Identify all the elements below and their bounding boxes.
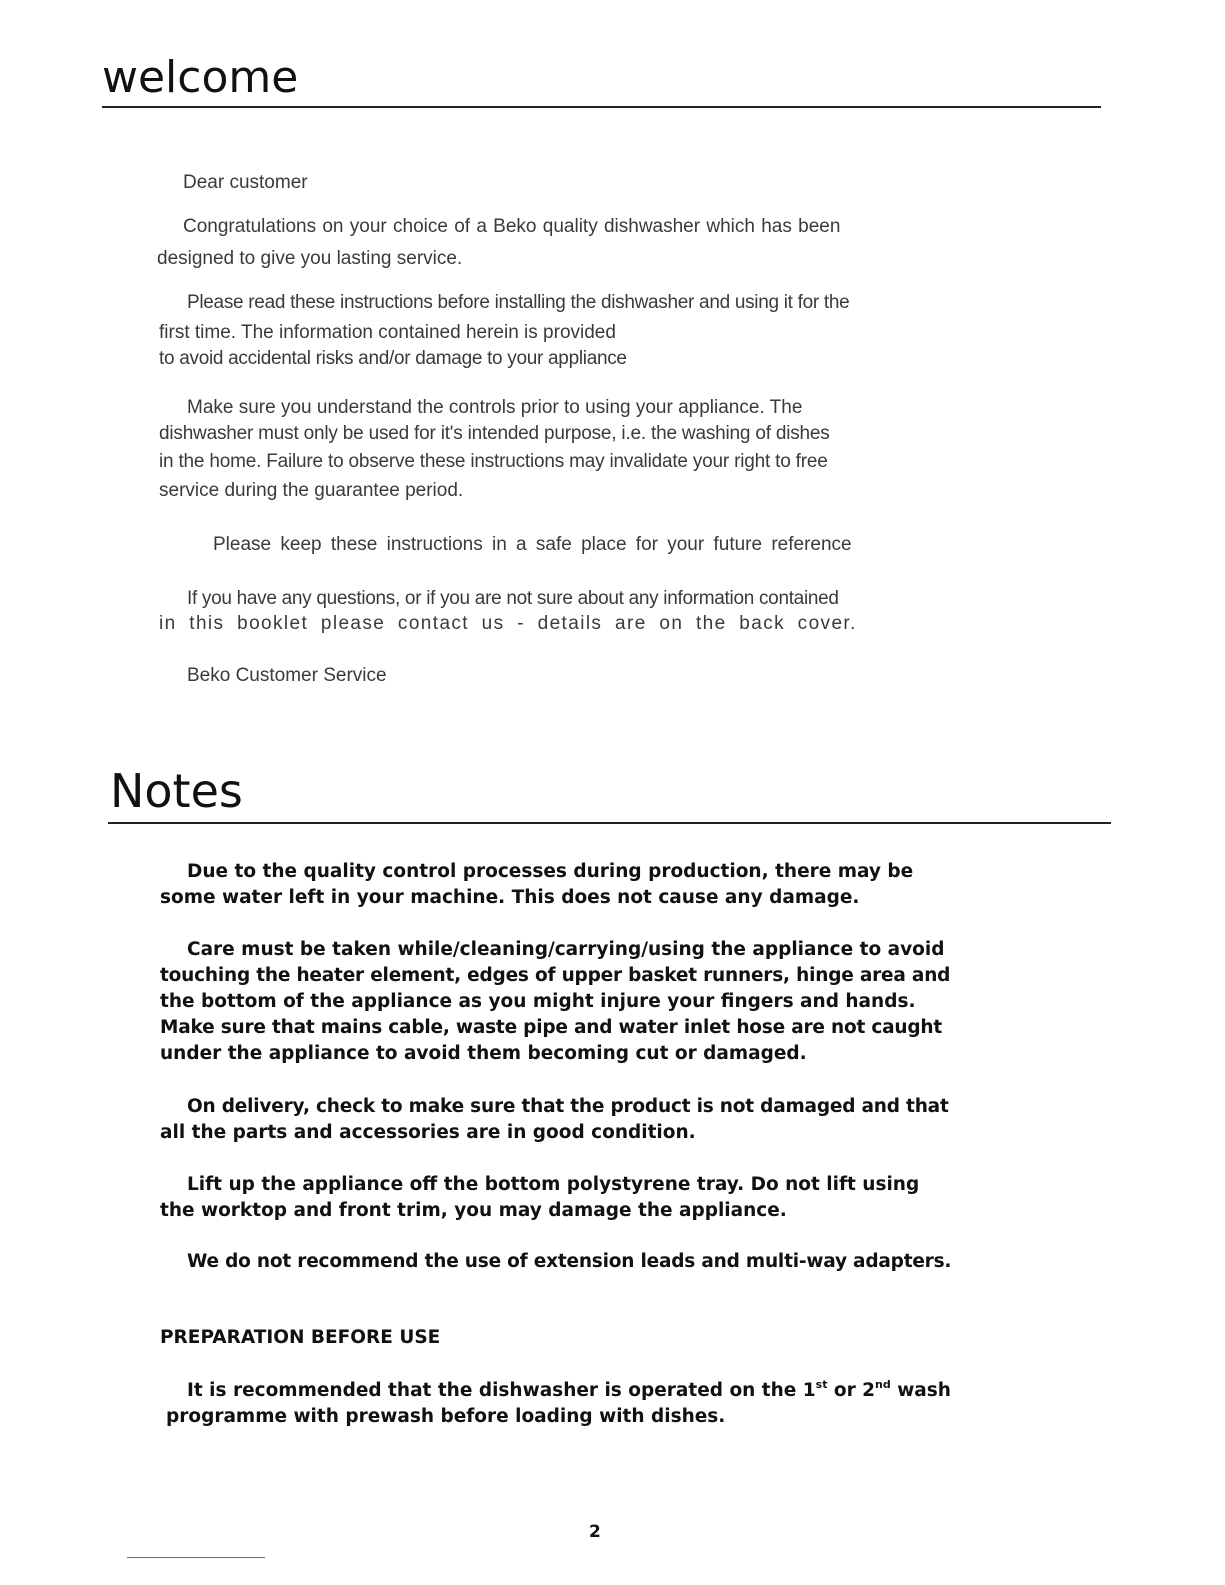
- note-3-line-2: all the parts and accessories are in good condition.: [160, 1122, 696, 1143]
- welcome-paragraph-2-line-2: first time. The information contained herein is provided: [159, 322, 616, 343]
- welcome-paragraph-5-line-1: If you have any questions, or if you are not sure about any information contained: [187, 588, 839, 609]
- ordinal-nd: nd: [875, 1378, 891, 1391]
- welcome-divider: [102, 106, 1101, 108]
- welcome-paragraph-3-line-2: dishwasher must only be used for it's intended purpose, i.e. the washing of dishes: [159, 423, 830, 444]
- preparation-text-mid: or 2: [827, 1380, 876, 1401]
- preparation-line-1: [187, 1378, 951, 1401]
- note-2-line-5: under the appliance to avoid them becoming cut or damaged.: [160, 1043, 807, 1064]
- welcome-signoff: Beko Customer Service: [187, 665, 387, 686]
- note-3-line-1: On delivery, check to make sure that the product is not damaged and that: [187, 1096, 949, 1117]
- note-2-line-3: the bottom of the appliance as you might injure your fingers and hands.: [160, 991, 916, 1012]
- welcome-paragraph-3-line-3: in the home. Failure to observe these instructions may invalidate your right to free: [159, 451, 828, 472]
- welcome-paragraph-1-line-1: Congratulations on your choice of a Beko quality dishwasher which has been: [183, 216, 841, 237]
- note-2-line-1: Care must be taken while/cleaning/carrying/using the appliance to avoid: [187, 939, 945, 960]
- welcome-title: welcome: [102, 52, 299, 103]
- welcome-paragraph-4: Please keep these instructions in a safe place for your future reference: [213, 534, 852, 555]
- note-2-line-4: Make sure that mains cable, waste pipe and water inlet hose are not caught: [160, 1017, 943, 1038]
- note-4-line-1: Lift up the appliance off the bottom polystyrene tray. Do not lift using: [187, 1174, 920, 1195]
- welcome-paragraph-2-line-3: to avoid accidental risks and/or damage to your appliance: [159, 348, 627, 369]
- preparation-line-2: programme with prewash before loading with dishes.: [166, 1406, 726, 1427]
- note-2-line-2: touching the heater element, edges of upper basket runners, hinge area and: [160, 965, 951, 986]
- note-5: We do not recommend the use of extension leads and multi-way adapters.: [187, 1251, 952, 1272]
- welcome-paragraph-5-line-2: in this booklet please contact us - details are on the back cover.: [159, 613, 857, 634]
- welcome-paragraph-3-line-4: service during the guarantee period.: [159, 480, 464, 501]
- note-1-line-2: some water left in your machine. This does not cause any damage.: [160, 887, 860, 908]
- preparation-heading: PREPARATION BEFORE USE: [160, 1327, 441, 1348]
- preparation-text-end: wash: [890, 1380, 951, 1401]
- note-1-line-1: Due to the quality control processes during production, there may be: [187, 861, 914, 882]
- preparation-text-start: It is recommended that the dishwasher is operated on the 1: [187, 1380, 816, 1401]
- greeting: Dear customer: [183, 172, 308, 193]
- page-number: 2: [589, 1522, 601, 1542]
- welcome-paragraph-1-line-2: designed to give you lasting service.: [157, 248, 463, 269]
- notes-divider: [108, 822, 1111, 824]
- bottom-link-underline: [127, 1557, 265, 1558]
- notes-title: Notes: [110, 764, 243, 818]
- welcome-paragraph-2-line-1: Please read these instructions before installing the dishwasher and using it for the: [187, 292, 850, 313]
- ordinal-st: st: [815, 1378, 828, 1391]
- note-4-line-2: the worktop and front trim, you may damage the appliance.: [160, 1200, 787, 1221]
- welcome-paragraph-3-line-1: Make sure you understand the controls prior to using your appliance. The: [187, 397, 803, 418]
